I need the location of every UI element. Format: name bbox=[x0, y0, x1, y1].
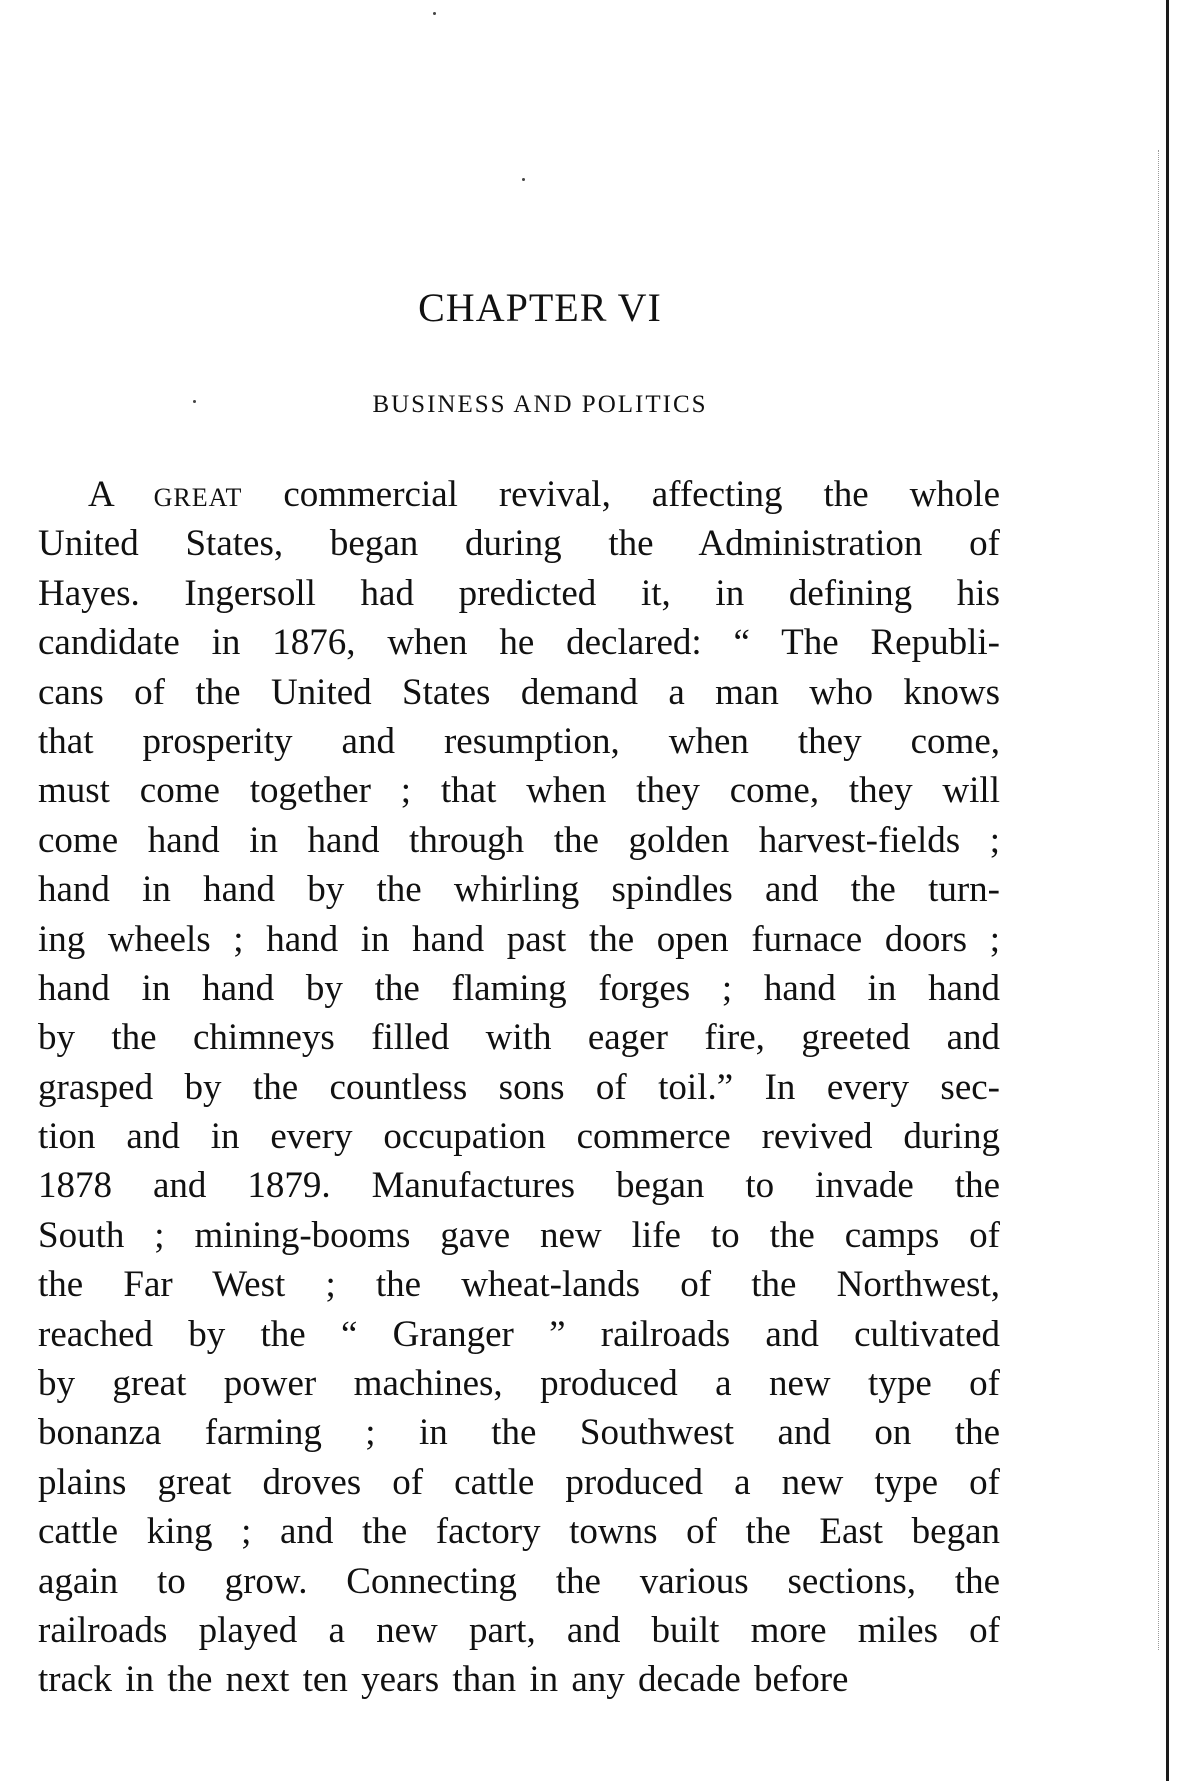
text-line: cattle king ; and the factory towns of the East began bbox=[38, 1511, 1000, 1553]
text-line: plains great droves of cattle produced a new type of bbox=[38, 1461, 1000, 1503]
text-line: United States, began during the Administration of bbox=[38, 523, 1000, 565]
page-edge-rule bbox=[1166, 0, 1169, 1781]
text-line: by the chimneys filled with eager fire, greeted and bbox=[38, 1017, 1000, 1059]
chapter-title: CHAPTER VI bbox=[418, 285, 662, 330]
text-line: ing wheels ; hand in hand past the open furnace doors ; bbox=[38, 918, 1000, 960]
scan-speck bbox=[522, 178, 525, 181]
first-line-rest: commercial revival, affecting the whole bbox=[283, 474, 1001, 515]
text-line: cans of the United States demand a man who knows bbox=[38, 671, 1000, 713]
text-line: that prosperity and resumption, when they come, bbox=[38, 720, 1000, 762]
text-line: grasped by the countless sons of toil.” In every sec- bbox=[38, 1066, 1000, 1108]
text-line: Hayes. Ingersoll had predicted it, in defining his bbox=[38, 572, 1000, 614]
text-line: 1878 and 1879. Manufactures began to invade the bbox=[38, 1165, 1000, 1207]
text-line: by great power machines, produced a new type of bbox=[38, 1363, 1000, 1405]
text-line: bonanza farming ; in the Southwest and on the bbox=[38, 1412, 1000, 1454]
body-text bbox=[38, 470, 1000, 1705]
scan-speck bbox=[433, 12, 436, 15]
text-line: again to grow. Connecting the various sections, the bbox=[38, 1560, 1000, 1602]
page-edge-shadow bbox=[1158, 150, 1160, 1650]
text-line: the Far West ; the wheat-lands of the Northwest, bbox=[38, 1264, 1000, 1306]
text-line: tion and in every occupation commerce revived during bbox=[38, 1116, 1000, 1158]
text-line: must come together ; that when they come, they will bbox=[38, 770, 1000, 812]
initial-word: A bbox=[88, 474, 113, 515]
chapter-subtitle: BUSINESS AND POLITICS bbox=[372, 391, 708, 418]
text-line: hand in hand by the flaming forges ; hand in hand bbox=[38, 967, 1000, 1009]
text-line: track in the next ten years than in any decade before bbox=[38, 1659, 849, 1701]
text-line: candidate in 1876, when he declared: “ The Republi- bbox=[38, 622, 1000, 664]
text-line bbox=[38, 470, 1000, 519]
text-line: hand in hand by the whirling spindles and the turn- bbox=[38, 869, 1000, 911]
text-line: come hand in hand through the golden harvest-fields ; bbox=[38, 819, 1000, 861]
text-line: reached by the “ Granger ” railroads and cultivated bbox=[38, 1313, 1000, 1355]
text-line: railroads played a new part, and built more miles of bbox=[38, 1609, 1000, 1651]
small-caps-word: GREAT bbox=[153, 483, 243, 512]
text-line: South ; mining-booms gave new life to the camps of bbox=[38, 1214, 1000, 1256]
